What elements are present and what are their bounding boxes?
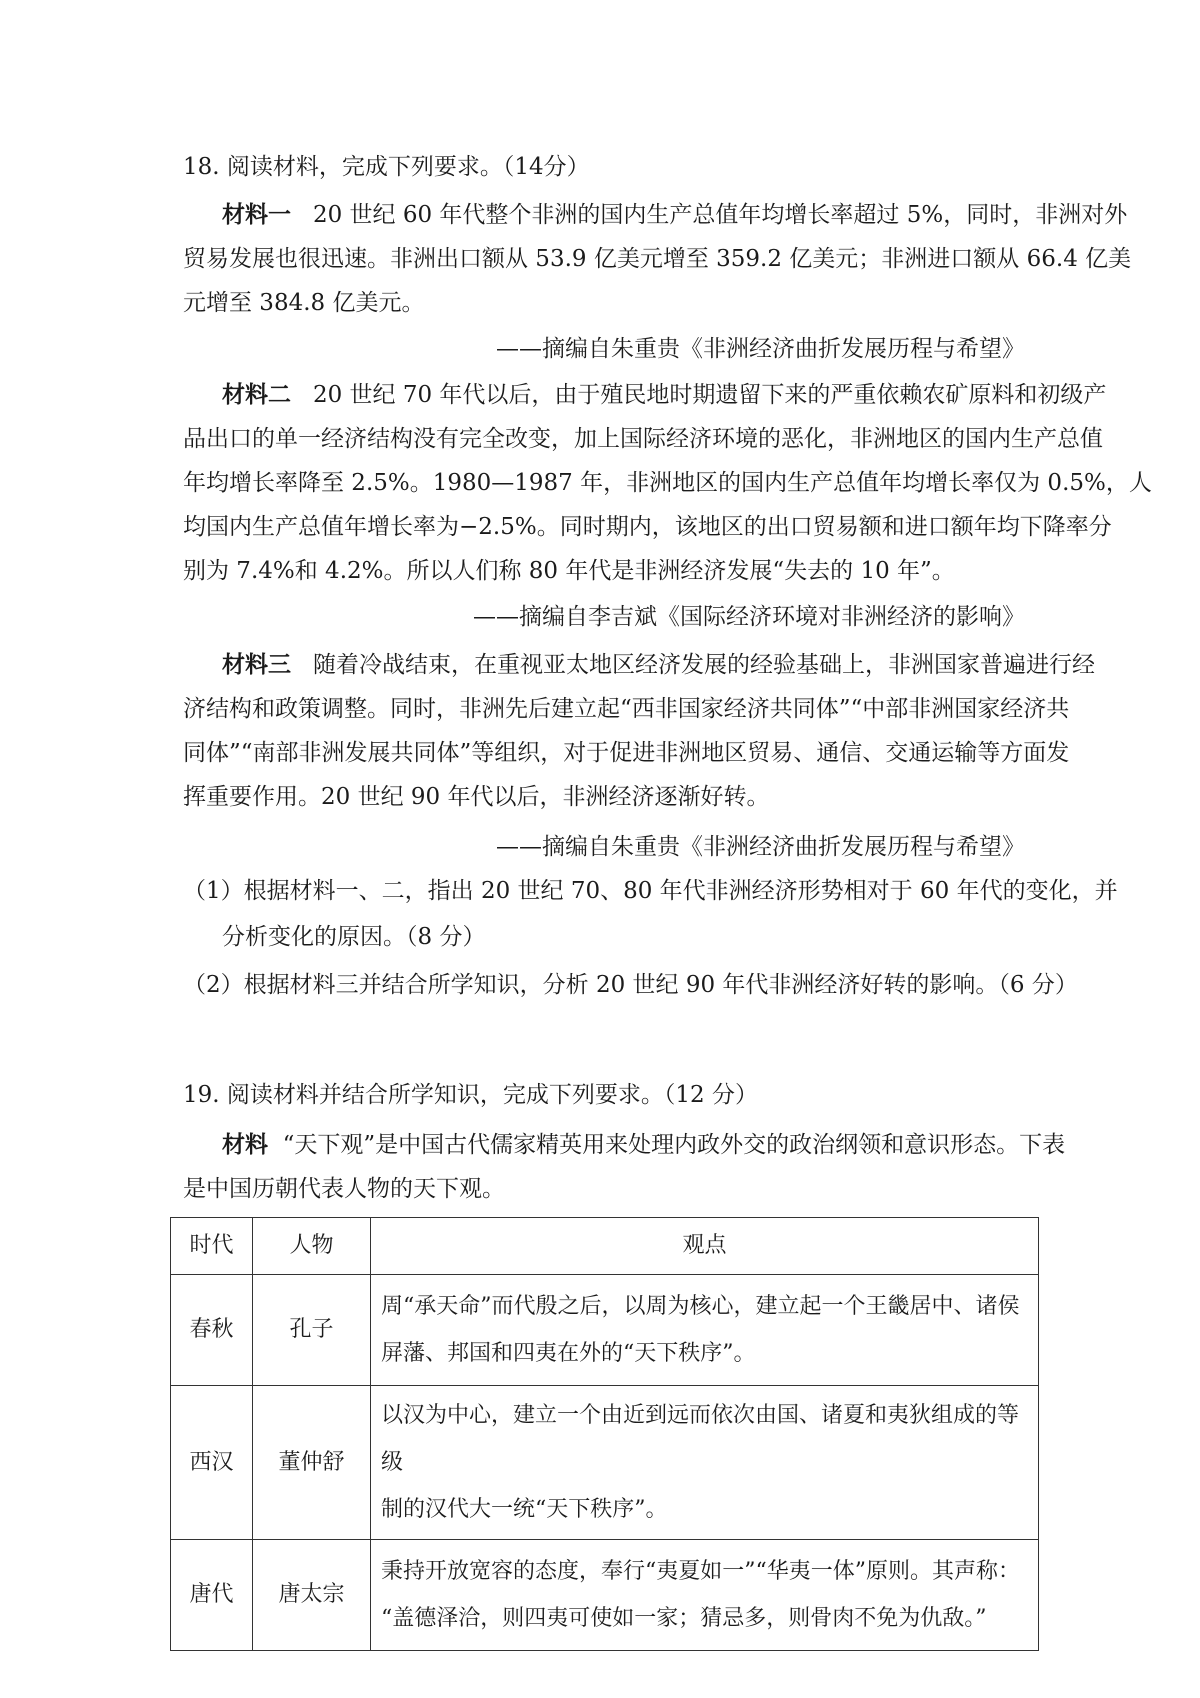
q18-sub2: （2）根据材料三并结合所学知识，分析 20 世纪 90 年代非洲经济好转的影响。（6 分） [183, 972, 1078, 998]
table-row [171, 1275, 1039, 1386]
view-cell [371, 1275, 1039, 1386]
era-cell: 春秋 [171, 1275, 253, 1386]
q19-material-label: 材料 [222, 1131, 268, 1158]
q18-title: 18. 阅读材料，完成下列要求。（14分） [183, 154, 590, 180]
person-cell: 董仲舒 [253, 1386, 371, 1540]
q18-m2-line-3: 年均增长率降至 2.5%。1980—1987 年，非洲地区的国内生产总值年均增长率仅为 0.5%，人 [183, 470, 1152, 496]
q19-material-text-1: “天下观”是中国古代儒家精英用来处理内政外交的政治纲领和意识形态。下表 [282, 1132, 1066, 1158]
q18-m1-line-1 [222, 200, 1127, 230]
person-cell: 唐太宗 [253, 1540, 371, 1651]
header-person: 人物 [253, 1218, 371, 1275]
m1-label: 材料一 [222, 201, 291, 228]
m2-text-1: 20 世纪 70 年代以后，由于殖民地时期遗留下来的严重依赖农矿原料和初级产 [312, 382, 1107, 408]
view-line: “盖德泽洽，则四夷可使如一家；猜忌多，则骨肉不免为仇敌。” [381, 1606, 987, 1631]
q18-m3-source: ——摘编自朱重贵《非洲经济曲折发展历程与希望》 [496, 834, 1025, 860]
m1-text-1: 20 世纪 60 年代整个非洲的国内生产总值年均增长率超过 5%，同时，非洲对外 [312, 202, 1128, 228]
q18-m2-source: ——摘编自李吉斌《国际经济环境对非洲经济的影响》 [473, 604, 1025, 630]
view-line: 制的汉代大一统“天下秩序”。 [381, 1497, 668, 1522]
q19-material-line-2: 是中国历朝代表人物的天下观。 [183, 1176, 505, 1202]
header-view: 观点 [371, 1218, 1039, 1275]
table-row [171, 1540, 1039, 1651]
table-header-row [171, 1218, 1039, 1275]
q18-m1-source: ——摘编自朱重贵《非洲经济曲折发展历程与希望》 [496, 336, 1025, 362]
view-cell [371, 1540, 1039, 1651]
q18-m3-line-4: 挥重要作用。20 世纪 90 年代以后，非洲经济逐渐好转。 [183, 784, 770, 810]
q18-m2-line-4: 均国内生产总值年增长率为−2.5%。同时期内，该地区的出口贸易额和进口额年均下降率分 [183, 514, 1112, 540]
q18-m3-line-1 [222, 650, 1095, 680]
view-line: 屏藩、邦国和四夷在外的“天下秩序”。 [381, 1341, 756, 1366]
q19-title: 19. 阅读材料并结合所学知识，完成下列要求。（12 分） [183, 1082, 758, 1108]
q18-sub1-line-2: 分析变化的原因。（8 分） [222, 924, 486, 950]
view-line: 周“承天命”而代殷之后，以周为核心，建立起一个王畿居中、诸侯 [381, 1294, 1020, 1319]
table-row [171, 1386, 1039, 1540]
q18-m2-line-1 [222, 380, 1106, 410]
m2-label: 材料二 [222, 381, 291, 408]
era-cell: 唐代 [171, 1540, 253, 1651]
person-cell: 孔子 [253, 1275, 371, 1386]
q18-m3-line-2: 济结构和政策调整。同时，非洲先后建立起“西非国家经济共同体”“中部非洲国家经济共 [183, 696, 1070, 722]
q18-m1-line-2: 贸易发展也很迅速。非洲出口额从 53.9 亿美元增至 359.2 亿美元；非洲进口额从 66.4 亿美 [183, 246, 1132, 272]
m3-label: 材料三 [222, 651, 291, 678]
q18-m2-line-5: 别为 7.4%和 4.2%。所以人们称 80 年代是非洲经济发展“失去的 10 年”。 [183, 558, 955, 584]
view-line: 以汉为中心，建立一个由近到远而依次由国、诸夏和夷狄组成的等级 [381, 1403, 1020, 1475]
view-cell [371, 1386, 1039, 1540]
era-cell: 西汉 [171, 1386, 253, 1540]
q18-sub1-line-1: （1）根据材料一、二，指出 20 世纪 70、80 年代非洲经济形势相对于 60 年代的变化，并 [183, 878, 1118, 904]
m3-text-1: 随着冷战结束，在重视亚太地区经济发展的经验基础上，非洲国家普遍进行经 [312, 652, 1095, 678]
q18-m3-line-3: 同体”“南部非洲发展共同体”等组织，对于促进非洲地区贸易、通信、交通运输等方面发 [183, 740, 1070, 766]
q19-material-line-1 [222, 1130, 1065, 1160]
q18-m1-line-3: 元增至 384.8 亿美元。 [183, 290, 425, 316]
q18-m2-line-2: 品出口的单一经济结构没有完全改变，加上国际经济环境的恶化，非洲地区的国内生产总值 [183, 426, 1103, 452]
header-era: 时代 [171, 1218, 253, 1275]
tianxia-table [170, 1217, 1039, 1651]
view-line: 秉持开放宽容的态度，奉行“夷夏如一”“华夷一体”原则。其声称： [381, 1559, 1020, 1584]
